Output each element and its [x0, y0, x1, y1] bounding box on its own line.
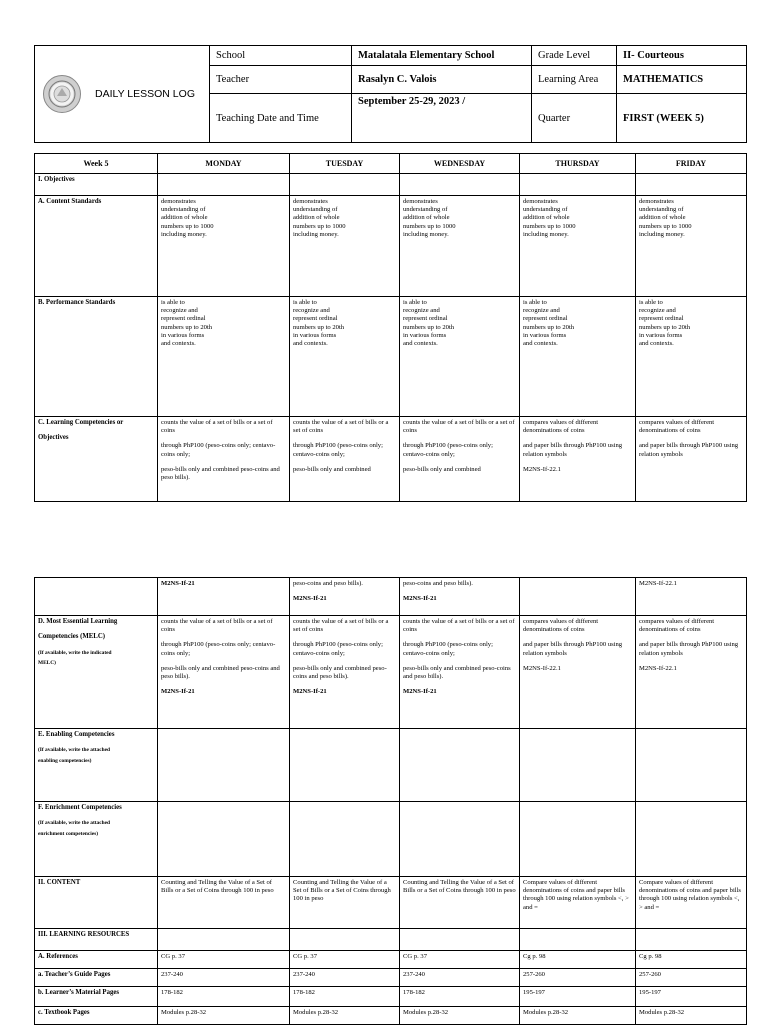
tg-pages-wed: 237-240: [400, 969, 520, 987]
row-references: [35, 951, 747, 969]
textbook-fri: Modules p.28-32: [636, 1007, 747, 1025]
competencies-tue: counts the value of a set of bills or a set of coins through PhP100 (peso-coins only; centavo-coins only; peso-bills only and combined: [290, 417, 400, 502]
lm-pages-label: b. Learner’s Material Pages: [35, 987, 158, 1007]
performance-standards-tue: is able to recognize and represent ordinal numbers up to 20th in various forms and contexts.: [290, 297, 400, 417]
quarter-label: Quarter: [532, 94, 617, 143]
lm-pages-wed: 178-182: [400, 987, 520, 1007]
competencies-label: C. Learning Competencies or Objectives: [35, 417, 158, 502]
content-standards-fri: demonstrates understanding of addition of whole numbers up to 1000 including money.: [636, 196, 747, 297]
continuation-fri: M2NS-If-22.1: [636, 578, 747, 616]
references-fri: Cg p. 98: [636, 951, 747, 969]
melc-thu: compares values of different denominations of coins and paper bills through PhP100 using relation symbols M2NS-If-22.1: [520, 616, 636, 729]
references-tue: CG p. 37: [290, 951, 400, 969]
content-standards-thu: demonstrates understanding of addition of whole numbers up to 1000 including money.: [520, 196, 636, 297]
document-title: DAILY LESSON LOG: [95, 88, 195, 100]
tg-pages-tue: 237-240: [290, 969, 400, 987]
performance-standards-mon: is able to recognize and represent ordinal numbers up to 20th in various forms and contexts.: [158, 297, 290, 417]
school-label: School: [210, 46, 352, 66]
textbook-label: c. Textbook Pages: [35, 1007, 158, 1025]
competencies-mon: counts the value of a set of bills or a set of coins through PhP100 (peso-coins only; centavo-coins only; peso-bills only and combined peso-coins and peso bills).: [158, 417, 290, 502]
performance-standards-wed: is able to recognize and represent ordinal numbers up to 20th in various forms and contexts.: [400, 297, 520, 417]
date-label: Teaching Date and Time: [210, 94, 352, 143]
grade-value: II- Courteous: [617, 46, 747, 66]
tg-pages-mon: 237-240: [158, 969, 290, 987]
row-continuation: [35, 578, 747, 616]
area-label: Learning Area: [532, 66, 617, 94]
textbook-mon: Modules p.28-32: [158, 1007, 290, 1025]
col-wednesday: WEDNESDAY: [400, 154, 520, 174]
melc-fri: compares values of different denominations of coins and paper bills through PhP100 using relation symbols M2NS-If-22.1: [636, 616, 747, 729]
references-wed: CG p. 37: [400, 951, 520, 969]
lm-pages-fri: 195-197: [636, 987, 747, 1007]
header-table: [34, 45, 747, 143]
row-lm-pages: [35, 987, 747, 1007]
textbook-thu: Modules p.28-32: [520, 1007, 636, 1025]
row-learning-competencies: [35, 417, 747, 502]
continuation-wed: peso-coins and peso bills). M2NS-If-21: [400, 578, 520, 616]
references-label: A. References: [35, 951, 158, 969]
col-monday: MONDAY: [158, 154, 290, 174]
row-textbook: [35, 1007, 747, 1025]
content-tue: Counting and Telling the Value of a Set of Bills or a Set of Coins through 100 in peso: [290, 877, 400, 929]
content-standards-wed: demonstrates understanding of addition of whole numbers up to 1000 including money.: [400, 196, 520, 297]
continuation-mon: M2NS-If-21: [158, 578, 290, 616]
school-value: Matalatala Elementary School: [352, 46, 532, 66]
row-content-standards: [35, 196, 747, 297]
date-value: September 25-29, 2023 /: [352, 94, 532, 143]
tg-pages-label: a. Teacher’s Guide Pages: [35, 969, 158, 987]
tg-pages-fri: 257-260: [636, 969, 747, 987]
melc-tue: counts the value of a set of bills or a set of coins through PhP100 (peso-coins only; centavo-coins only; peso-bills only and combined peso-coins and peso bills). M2NS-If-21: [290, 616, 400, 729]
references-thu: Cg p. 98: [520, 951, 636, 969]
row-performance-standards: [35, 297, 747, 417]
col-tuesday: TUESDAY: [290, 154, 400, 174]
references-mon: CG p. 37: [158, 951, 290, 969]
melc-label: D. Most Essential Learning Competencies (MELC) (If available, write the indicated MELC): [35, 616, 158, 729]
enabling-label: E. Enabling Competencies (If available, write the attached enabling competencies): [35, 729, 158, 802]
competencies-fri: compares values of different denominations of coins and paper bills through PhP100 using relation symbols: [636, 417, 747, 502]
lm-pages-mon: 178-182: [158, 987, 290, 1007]
row-objectives: [35, 174, 747, 196]
textbook-wed: Modules p.28-32: [400, 1007, 520, 1025]
content-thu: Compare values of different denominations of coins and paper bills through 100 using relation symbols <, > and =: [520, 877, 636, 929]
content-mon: Counting and Telling the Value of a Set of Bills or a Set of Coins through 100 in peso: [158, 877, 290, 929]
resources-label: III. LEARNING RESOURCES: [35, 929, 158, 951]
row-content: [35, 877, 747, 929]
performance-standards-label: B. Performance Standards: [35, 297, 158, 417]
performance-standards-thu: is able to recognize and represent ordinal numbers up to 20th in various forms and contexts.: [520, 297, 636, 417]
continuation-tue: peso-coins and peso bills). M2NS-If-21: [290, 578, 400, 616]
performance-standards-fri: is able to recognize and represent ordinal numbers up to 20th in various forms and contexts.: [636, 297, 747, 417]
lesson-grid-part-1: [34, 153, 747, 502]
header-logo-cell: [35, 46, 210, 143]
col-week: Week 5: [35, 154, 158, 174]
melc-mon: counts the value of a set of bills or a set of coins through PhP100 (peso-coins only; centavo-coins only; peso-bills only and combined peso-coins and peso bills). M2NS-If-21: [158, 616, 290, 729]
row-melc: [35, 616, 747, 729]
content-fri: Compare values of different denominations of coins and paper bills through 100 using relation symbols <, > and =: [636, 877, 747, 929]
content-standards-label: A. Content Standards: [35, 196, 158, 297]
grade-label: Grade Level: [532, 46, 617, 66]
row-enabling: [35, 729, 747, 802]
quarter-value: FIRST (WEEK 5): [617, 94, 747, 143]
teacher-label: Teacher: [210, 66, 352, 94]
col-friday: FRIDAY: [636, 154, 747, 174]
row-resources: [35, 929, 747, 951]
competencies-thu: compares values of different denominations of coins and paper bills through PhP100 using relation symbols M2NS-If-22.1: [520, 417, 636, 502]
area-value: MATHEMATICS: [617, 66, 747, 94]
lm-pages-thu: 195-197: [520, 987, 636, 1007]
teacher-value: Rasalyn C. Valois: [352, 66, 532, 94]
col-thursday: THURSDAY: [520, 154, 636, 174]
enrichment-label: F. Enrichment Competencies (If available, write the attached enrichment competencies): [35, 802, 158, 877]
objectives-label: I. Objectives: [35, 174, 158, 196]
tg-pages-thu: 257-260: [520, 969, 636, 987]
content-standards-mon: demonstrates understanding of addition of whole numbers up to 1000 including money.: [158, 196, 290, 297]
deped-seal-icon: [43, 75, 81, 113]
content-label: II. CONTENT: [35, 877, 158, 929]
textbook-tue: Modules p.28-32: [290, 1007, 400, 1025]
content-wed: Counting and Telling the Value of a Set of Bills or a Set of Coins through 100 in peso: [400, 877, 520, 929]
row-enrichment: [35, 802, 747, 877]
competencies-wed: counts the value of a set of bills or a set of coins through PhP100 (peso-coins only; centavo-coins only; peso-bills only and combined: [400, 417, 520, 502]
lesson-grid-part-2: [34, 577, 747, 1025]
melc-wed: counts the value of a set of bills or a set of coins through PhP100 (peso-coins only; centavo-coins only; peso-bills only and combined peso-coins and peso bills). M2NS-If-21: [400, 616, 520, 729]
content-standards-tue: demonstrates understanding of addition of whole numbers up to 1000 including money.: [290, 196, 400, 297]
row-tg-pages: [35, 969, 747, 987]
lm-pages-tue: 178-182: [290, 987, 400, 1007]
